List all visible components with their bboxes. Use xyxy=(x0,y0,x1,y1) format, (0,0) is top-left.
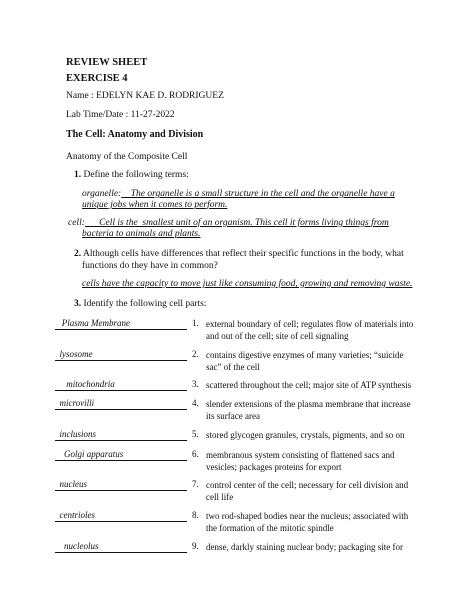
organelle-answer-line1: The organelle is a small structure in the cell and the organelle have a xyxy=(121,189,395,199)
q2-prompt-line2: functions do they have in common? xyxy=(82,261,218,271)
cell-part-number: 9. xyxy=(192,541,199,551)
cell-term: cell: xyxy=(68,218,85,228)
cell-part-desc-line2: cell life xyxy=(206,492,234,502)
cell-part-answer: nucleolus xyxy=(55,541,187,553)
cell-answer-line2: bacteria to animals and plants. xyxy=(82,229,201,239)
cell-part-answer: mitochondria xyxy=(55,379,187,391)
cell-part-description xyxy=(206,541,474,553)
cell-part-description xyxy=(206,429,474,441)
q2-answer: cells have the capacity to move just like consuming food, growing and removing waste. xyxy=(82,279,413,289)
cell-part-desc-line1: scattered throughout the cell; major site of ATP synthesis xyxy=(206,380,412,390)
q1-prompt: Define the following terms: xyxy=(83,170,189,180)
q2-line1 xyxy=(74,249,404,259)
cell-part-number: 1. xyxy=(192,318,199,328)
exercise-title: EXERCISE 4 xyxy=(66,73,128,84)
cell-answer-line1: Cell is the smallest unit of an organism. This cell it forms living things from xyxy=(84,218,389,228)
q2-number: 2. xyxy=(74,249,82,259)
review-sheet-title: REVIEW SHEET xyxy=(66,57,148,68)
q1-label xyxy=(74,170,189,180)
q3-prompt: Identify the following cell parts: xyxy=(83,299,207,309)
cell-part-desc-line2: vesicles; packages proteins for export xyxy=(206,462,342,472)
cell-part-desc-line1: contains digestive enzymes of many varieties; “suicide xyxy=(206,350,404,360)
cell-part-desc-line2: the formation of the mitotic spindle xyxy=(206,523,334,533)
cell-part-answer: microvilli xyxy=(55,398,187,410)
student-name: Name : EDELYN KAE D. RODRIGUEZ xyxy=(66,91,224,101)
q2-prompt-line1: Although cells have differences that reflect their specific functions in the body, what xyxy=(82,249,404,259)
cell-part-description xyxy=(206,510,474,534)
organelle-term: organelle: xyxy=(82,189,122,199)
cell-part-number: 3. xyxy=(192,379,199,389)
cell-part-number: 2. xyxy=(192,349,199,359)
cell-part-desc-line1: control center of the cell; necessary for cell division and xyxy=(206,480,409,490)
q3-number: 3. xyxy=(74,299,82,309)
organelle-definition-line1 xyxy=(82,189,395,199)
cell-part-answer: centrioles xyxy=(55,510,187,522)
q3-label xyxy=(74,299,206,309)
subheading: Anatomy of the Composite Cell xyxy=(66,152,188,162)
section-title: The Cell: Anatomy and Division xyxy=(66,129,204,140)
cell-part-desc-line1: slender extensions of the plasma membrane that increase xyxy=(206,399,411,409)
cell-part-desc-line1: stored glycogen granules, crystals, pigments, and so on xyxy=(206,430,405,440)
cell-part-number: 5. xyxy=(192,429,199,439)
cell-part-number: 4. xyxy=(192,398,199,408)
cell-part-answer: inclusions xyxy=(55,429,187,441)
cell-part-desc-line1: dense, darkly staining nuclear body; packaging site for xyxy=(206,542,403,552)
q1-number: 1. xyxy=(74,170,82,180)
cell-part-desc-line2: its surface area xyxy=(206,411,260,421)
cell-part-desc-line1: external boundary of cell; regulates flow of materials into xyxy=(206,319,414,329)
cell-part-answer: nucleus xyxy=(55,479,187,491)
cell-part-description xyxy=(206,318,474,342)
cell-part-answer: Plasma Membrane xyxy=(55,318,187,330)
cell-part-description xyxy=(206,449,474,473)
cell-part-desc-line1: membranous system consisting of flattened sacs and xyxy=(206,450,395,460)
organelle-answer-line2: unique jobs when it comes to perform. xyxy=(82,200,228,210)
cell-part-number: 7. xyxy=(192,479,199,489)
cell-part-answer: lysosome xyxy=(55,349,187,361)
cell-part-desc-line1: two rod-shaped bodies near the nucleus; associated with xyxy=(206,511,409,521)
cell-part-number: 8. xyxy=(192,510,199,520)
cell-part-desc-line2: sac” of the cell xyxy=(206,362,260,372)
lab-date: Lab Time/Date : 11-27-2022 xyxy=(66,110,175,120)
cell-part-description xyxy=(206,349,474,373)
cell-part-number: 6. xyxy=(192,449,199,459)
cell-part-description xyxy=(206,479,474,503)
cell-part-answer: Golgi apparatus xyxy=(55,449,187,461)
cell-definition-line1 xyxy=(68,218,389,228)
cell-part-description xyxy=(206,379,474,391)
cell-part-description xyxy=(206,398,474,422)
cell-part-desc-line2: and out of the cell; site of cell signaling xyxy=(206,331,349,341)
